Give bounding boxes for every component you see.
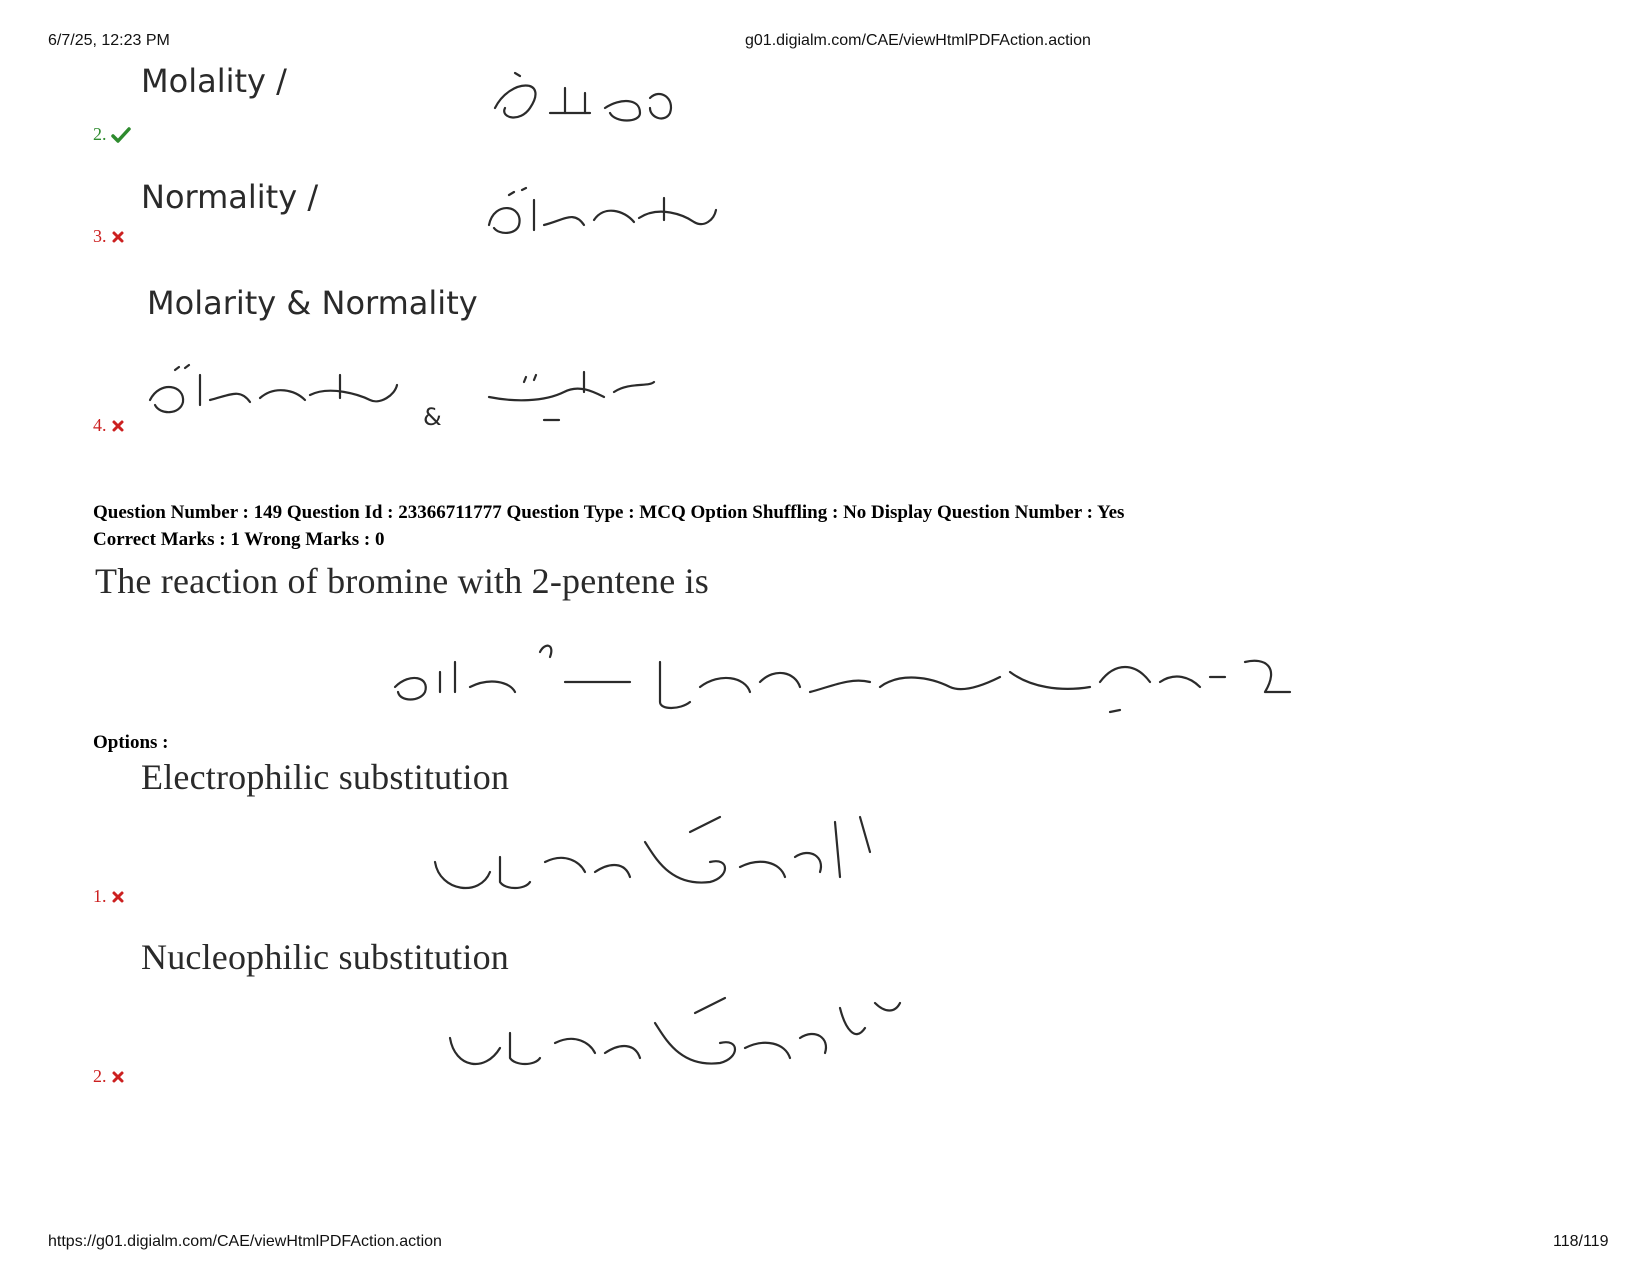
urdu-handwriting-image <box>484 180 724 250</box>
cross-icon <box>111 419 125 433</box>
question-marks: Correct Marks : 1 Wrong Marks : 0 <box>93 529 385 550</box>
check-icon <box>111 127 131 143</box>
option-number <box>93 886 125 907</box>
cross-icon <box>111 230 125 244</box>
print-datetime: 6/7/25, 12:23 PM <box>48 32 170 49</box>
cross-icon <box>111 1070 125 1084</box>
question-meta: Question Number : 149 Question Id : 23366711777 Question Type : MCQ Option Shuffling : No Display Question Number : Yes <box>93 502 1125 523</box>
option-number-label: 2. <box>93 124 107 144</box>
options-label: Options : <box>93 732 169 753</box>
option-english-text: Molality / <box>141 62 287 100</box>
option-number-label: 3. <box>93 226 107 246</box>
urdu-handwriting-image <box>145 360 405 430</box>
urdu-handwriting-image <box>484 362 664 432</box>
option-number <box>93 1066 125 1087</box>
option-number <box>93 415 125 436</box>
ampersand-text: & <box>423 403 442 431</box>
print-url-header: g01.digialm.com/CAE/viewHtmlPDFAction.action <box>745 32 1091 49</box>
print-url-footer: https://g01.digialm.com/CAE/viewHtmlPDFAction.action <box>48 1233 442 1250</box>
urdu-handwriting-image <box>390 632 1340 732</box>
question-text-english: The reaction of bromine with 2-pentene is <box>95 561 709 601</box>
urdu-handwriting-image <box>490 68 690 138</box>
option-number-label: 4. <box>93 415 107 435</box>
option-number-label: 2. <box>93 1066 107 1086</box>
urdu-handwriting-image <box>445 988 915 1088</box>
option-english-text: Nucleophilic substitution <box>141 937 509 977</box>
option-number-label: 1. <box>93 886 107 906</box>
urdu-handwriting-image <box>430 802 890 912</box>
cross-icon <box>111 890 125 904</box>
option-english-text: Molarity & Normality <box>147 284 478 322</box>
page-number: 118/119 <box>1553 1233 1609 1250</box>
option-english-text: Electrophilic substitution <box>141 757 510 797</box>
option-english-text: Normality / <box>141 178 319 216</box>
option-number <box>93 226 125 247</box>
option-number <box>93 124 131 145</box>
